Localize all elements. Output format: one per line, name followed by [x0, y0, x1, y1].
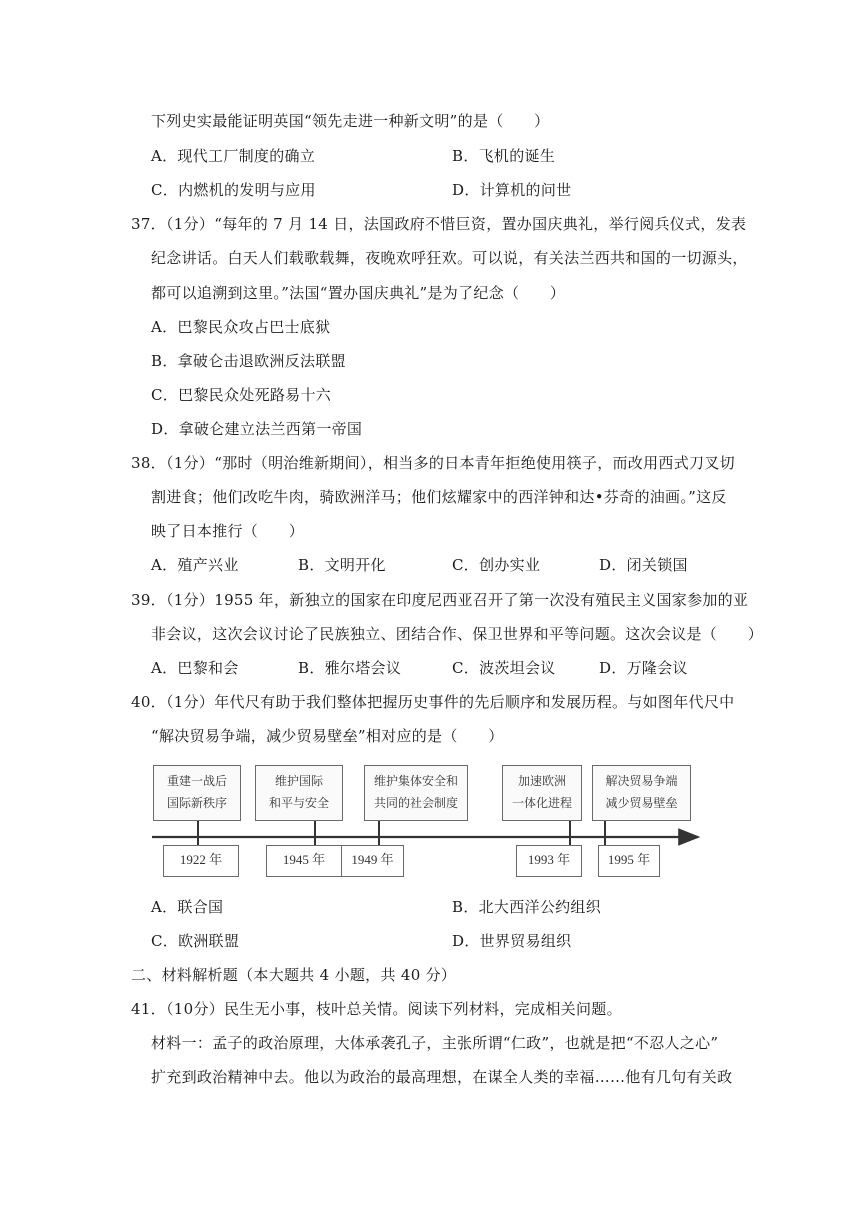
q38-option-c[interactable]: C．创办实业 — [452, 556, 541, 574]
timeline-event-3-line-1: 维护集体安全和 — [373, 774, 458, 788]
q41-stem-line-1: 41．（10分）民生无小事，枝叶总关情。阅读下列材料，完成相关问题。 — [131, 1000, 622, 1018]
q37-stem-line-1: 37．（1分）“每年的 7 月 14 日，法国政府不惜巨资，置办国庆典礼，举行阅兵仪式，发表 — [131, 215, 747, 233]
q36-option-b[interactable]: B．飞机的诞生 — [452, 147, 556, 165]
q40-option-b[interactable]: B．北大西洋公约组织 — [452, 898, 602, 916]
timeline-event-4 — [502, 765, 582, 821]
timeline-event-3-line-2: 共同的社会制度 — [373, 796, 458, 810]
q37-option-d[interactable]: D．拿破仑建立法兰西第一帝国 — [151, 420, 363, 438]
timeline-event-5-line-1: 解决贸易争端 — [605, 774, 678, 788]
timeline-tick-5 — [604, 821, 606, 845]
q37-option-b[interactable]: B．拿破仑击退欧洲反法联盟 — [151, 352, 346, 370]
q37-option-a[interactable]: A．巴黎民众攻占巴士底狱 — [151, 318, 331, 336]
q41-material-line-1: 材料一：孟子的政治原理，大体承袭孔子，主张所谓“仁政”，也就是把“不忍人之心” — [151, 1034, 719, 1052]
q39-option-d[interactable]: D．万隆会议 — [599, 659, 688, 677]
timeline-tick-2 — [314, 821, 316, 845]
q39-option-b[interactable]: B．雅尔塔会议 — [298, 659, 402, 677]
q36-option-c[interactable]: C．内燃机的发明与应用 — [151, 181, 316, 199]
q36-stem: 下列史实最能证明英国“领先走进一种新文明”的是（ ） — [151, 112, 550, 130]
q38-option-b[interactable]: B．文明开化 — [298, 556, 386, 574]
timeline-tick-1 — [197, 821, 199, 845]
timeline-event-2 — [255, 765, 343, 821]
q37-stem-line-3: 都可以追溯到这里。”法国“置办国庆典礼”是为了纪念（ ） — [151, 284, 566, 302]
q36-option-a[interactable]: A．现代工厂制度的确立 — [151, 147, 316, 165]
q41-material-line-2: 扩充到政治精神中去。他以为政治的最高理想，在谋全人类的幸福……他有几句有关政 — [151, 1068, 733, 1086]
q39-option-c[interactable]: C．波茨坦会议 — [452, 659, 556, 677]
section-2-heading: 二、材料解析题（本大题共 4 小题，共 40 分） — [131, 966, 457, 984]
timeline-event-1 — [153, 765, 241, 821]
q40-option-c[interactable]: C．欧洲联盟 — [151, 932, 240, 950]
q36-option-d[interactable]: D．计算机的问世 — [452, 181, 572, 199]
q40-option-a[interactable]: A．联合国 — [151, 898, 224, 916]
q38-option-d[interactable]: D．闭关锁国 — [599, 556, 688, 574]
q38-stem-line-1: 38．（1分）“那时（明治维新期间），相当多的日本青年拒绝使用筷子，而改用西式刀叉切 — [131, 454, 735, 472]
timeline-event-5-line-2: 减少贸易壁垒 — [605, 796, 678, 810]
q40-stem-line-2: “解决贸易争端，减少贸易壁垒”相对应的是（ ） — [151, 727, 504, 745]
timeline-event-4-line-1: 加速欧洲 — [517, 774, 566, 788]
timeline-event-2-line-2: 和平与安全 — [268, 796, 329, 810]
timeline-event-3 — [364, 765, 468, 821]
q38-stem-line-2: 割进食；他们改吃牛肉，骑欧洲洋马；他们炫耀家中的西洋钟和达•芬奇的油画。”这反 — [151, 488, 727, 506]
q39-stem-line-1: 39．（1分）1955 年，新独立的国家在印度尼西亚召开了第一次没有殖民主义国家参加的亚 — [131, 591, 749, 609]
q38-stem-line-3: 映了日本推行（ ） — [151, 522, 305, 540]
q38-option-a[interactable]: A．殖产兴业 — [151, 556, 239, 574]
timeline-event-1-line-1: 重建一战后 — [166, 774, 227, 788]
timeline-event-5 — [592, 765, 691, 821]
q39-option-a[interactable]: A．巴黎和会 — [151, 659, 239, 677]
timeline-year-2: 1945 年 — [266, 845, 342, 877]
timeline-tick-3 — [378, 821, 380, 845]
q39-stem-line-2: 非会议，这次会议讨论了民族独立、团结合作、保卫世界和平等问题。这次会议是（ ） — [151, 625, 764, 643]
q37-option-c[interactable]: C．巴黎民众处死路易十六 — [151, 386, 332, 404]
timeline-event-1-line-2: 国际新秩序 — [166, 796, 227, 810]
timeline-year-3: 1949 年 — [341, 845, 404, 877]
timeline-tick-4 — [569, 821, 571, 845]
timeline-event-4-line-2: 一体化进程 — [511, 796, 572, 810]
q40-option-d[interactable]: D．世界贸易组织 — [452, 932, 572, 950]
q37-stem-line-2: 纪念讲话。白天人们载歌载舞，夜晚欢呼狂欢。可以说，有关法兰西共和国的一切源头， — [151, 249, 748, 267]
q40-stem-line-1: 40．（1分）年代尺有助于我们整体把握历史事件的先后顺序和发展历程。与如图年代尺中 — [131, 693, 735, 711]
timeline-year-4: 1993 年 — [516, 845, 582, 877]
timeline-year-5: 1995 年 — [598, 845, 660, 877]
timeline-year-1: 1922 年 — [163, 845, 239, 877]
timeline-event-2-line-1: 维护国际 — [274, 774, 323, 788]
